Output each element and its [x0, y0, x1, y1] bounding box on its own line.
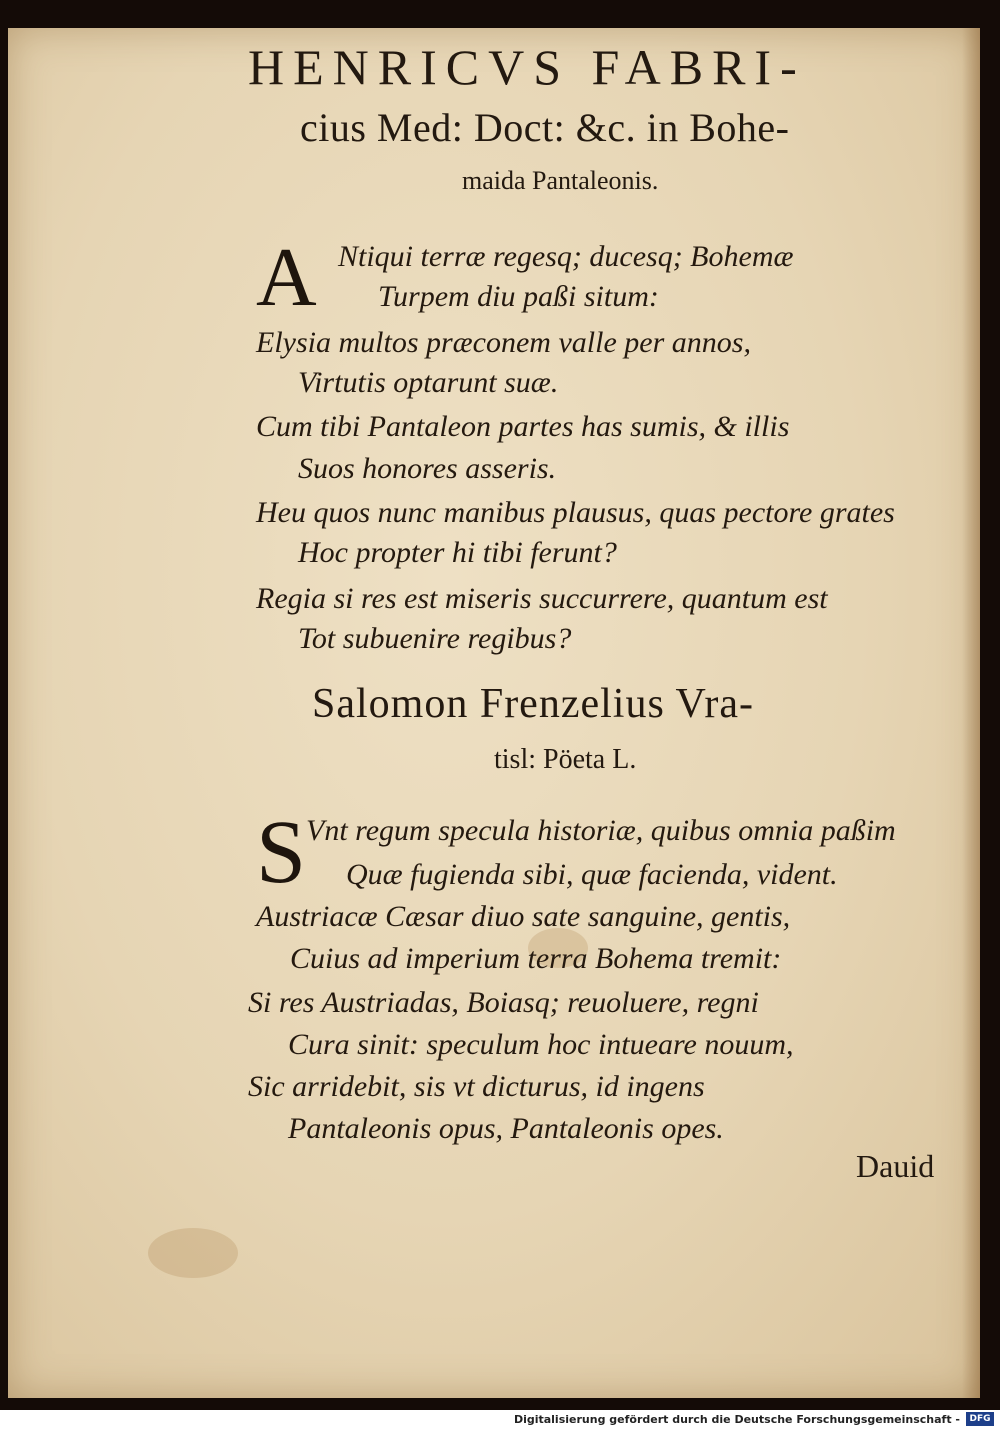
catchword: Dauid	[856, 1148, 935, 1184]
poem1-verse-line: Tot subuenire regibus?	[298, 622, 572, 655]
dfg-logo[interactable]: DFG	[966, 1412, 994, 1426]
poem1-verse-line: Cum tibi Pantaleon partes has sumis, & illis	[256, 410, 790, 443]
poem1-verse-line: Elysia multos præconem valle per annos,	[256, 326, 751, 359]
poem1-verse-line: Turpem diu paßi situm:	[378, 280, 659, 313]
poem2-verse-line: Vnt regum specula historiæ, quibus omnia paßim	[306, 814, 896, 847]
poem2-heading-line2: tisl: Pöeta L.	[494, 744, 637, 775]
poem2-heading-line1: Salomon Frenzelius Vra-	[312, 681, 754, 727]
footer-bar	[0, 1410, 1000, 1430]
poem1-heading-line2: cius Med: Doct: &c. in Bohe-	[300, 105, 790, 150]
poem1-verse-line: Hoc propter hi tibi ferunt?	[298, 536, 617, 569]
footer-credit: Digitalisierung gefördert durch die Deutsche Forschungsgemeinschaft -	[513, 1413, 960, 1426]
poem1-heading-line3: maida Pantaleonis.	[462, 166, 659, 195]
poem2-verse-line: Cuius ad imperium terra Bohema tremit:	[290, 942, 782, 975]
poem2-verse-line: Si res Austriadas, Boiasq; reuoluere, regni	[248, 986, 759, 1019]
poem1-verse-line: Ntiqui terræ regesq; ducesq; Bohemæ	[338, 240, 794, 273]
page-edge-shadow	[962, 28, 980, 1398]
poem2-verse-line: Sic arridebit, sis vt dicturus, id ingens	[248, 1070, 705, 1103]
poem2-verse-line: Austriacæ Cæsar diuo sate sanguine, gentis,	[256, 900, 791, 933]
poem2-verse-line: Pantaleonis opus, Pantaleonis opes.	[288, 1112, 724, 1145]
poem1-verse-line: Virtutis optarunt suæ.	[298, 366, 559, 399]
poem1-verse-line: Regia si res est miseris succurrere, quantum est	[256, 582, 828, 615]
poem1-dropcap: A	[256, 231, 317, 324]
poem2-verse-line: Cura sinit: speculum hoc intueare nouum,	[288, 1028, 794, 1061]
poem2-dropcap: S	[256, 803, 307, 902]
poem1-verse-line: Heu quos nunc manibus plausus, quas pectore grates	[256, 496, 895, 529]
paper-stain	[148, 1228, 238, 1278]
poem1-verse-line: Suos honores asseris.	[298, 452, 557, 485]
poem1-heading-line1: HENRICVS FABRI-	[248, 39, 806, 95]
poem2-verse-line: Quæ fugienda sibi, quæ facienda, vident.	[346, 858, 838, 891]
